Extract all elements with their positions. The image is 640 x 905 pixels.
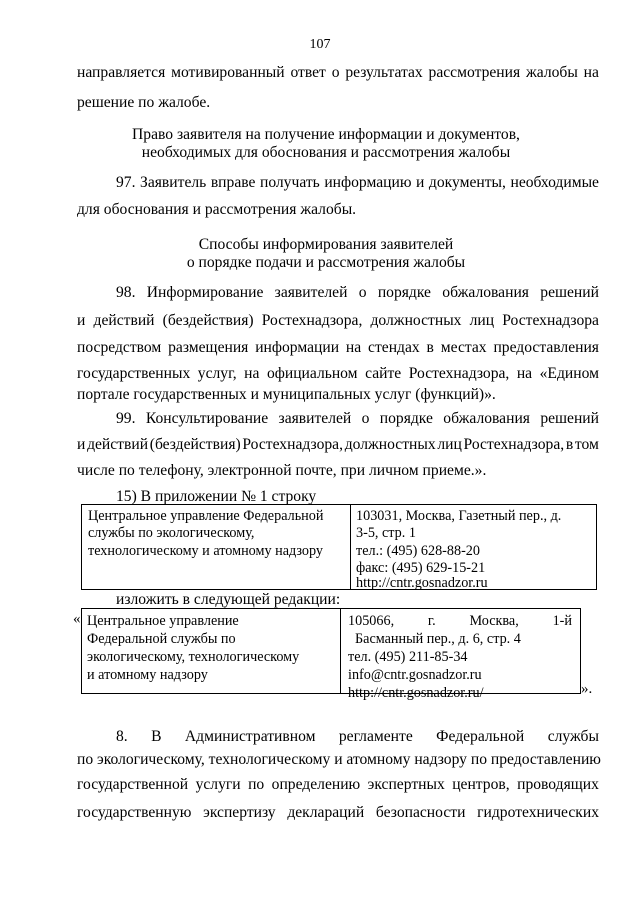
- word: Заявитель: [140, 174, 207, 191]
- word: «Едином: [539, 365, 599, 382]
- word: проводящих: [517, 776, 599, 793]
- word: решений: [540, 284, 599, 301]
- word: в: [426, 339, 434, 356]
- table-cell: Басманный пер., д. 6, стр. 4: [355, 631, 521, 647]
- word: документы,: [428, 174, 506, 191]
- word: порядке: [379, 410, 433, 427]
- table-cell: Федеральной службы по: [87, 631, 236, 647]
- word: жалобы: [525, 64, 578, 81]
- paragraph-line: [77, 364, 599, 384]
- word: заявителей: [274, 284, 348, 301]
- paragraph-line: [77, 435, 599, 455]
- word: 97.: [116, 174, 136, 191]
- word: действий: [93, 312, 155, 329]
- word: и: [77, 312, 86, 329]
- table-cell: info@cntr.gosnadzor.ru: [348, 667, 482, 683]
- paragraph-line: [116, 283, 599, 303]
- word: центров,: [452, 776, 510, 793]
- word: услуги: [195, 776, 241, 793]
- word: стендах: [368, 339, 420, 356]
- table-cell: факс: (495) 629-15-21: [356, 560, 486, 576]
- word: сайте: [365, 365, 402, 382]
- word: рассмотрения: [428, 64, 521, 81]
- word: лиц: [437, 436, 462, 453]
- list-item-15: 15) В приложении № 1 строку: [116, 488, 317, 505]
- word: на: [345, 339, 362, 356]
- word: и: [77, 436, 86, 453]
- table-divider: [340, 608, 341, 694]
- word: направляется: [77, 64, 166, 81]
- table-cell: Центральное управление Федеральной: [88, 508, 324, 524]
- word: заявителей: [278, 410, 352, 427]
- table-cell: Центральное управление: [87, 613, 239, 629]
- word: (бездействия): [162, 312, 254, 329]
- paragraph-line: [116, 409, 599, 429]
- word: службы: [547, 728, 599, 745]
- table-divider: [350, 504, 351, 590]
- word: размещения: [168, 339, 249, 356]
- table-cell: http://cntr.gosnadzor.ru: [356, 575, 488, 591]
- replace-instruction: изложить в следующей редакции:: [116, 591, 341, 608]
- word: мотивированный: [171, 64, 285, 81]
- word: экспертизу: [203, 804, 276, 821]
- paragraph-line: [77, 63, 599, 83]
- word: предоставления: [493, 339, 599, 356]
- word: (бездействия): [149, 436, 241, 453]
- word: на: [244, 365, 260, 382]
- word: 1-й: [552, 613, 572, 629]
- word: на: [516, 365, 533, 382]
- word: Ростехнадзора,: [463, 436, 565, 453]
- paragraph-line: числе по телефону, электронной почте, при личном приеме.».: [77, 462, 487, 479]
- paragraph-line: [116, 727, 599, 747]
- word: местах: [440, 339, 487, 356]
- word: по: [248, 776, 265, 793]
- word: официальном: [266, 365, 358, 382]
- paragraph-line: портале государственных и муниципальных услуг (функций)».: [77, 386, 496, 403]
- word: получать: [259, 174, 320, 191]
- section-heading: Способы информирования заявителей: [198, 236, 454, 253]
- word: г.: [427, 613, 436, 629]
- table-cell: тел.: (495) 628-88-20: [356, 543, 480, 559]
- table-cell: 3-5, стр. 1: [356, 525, 416, 541]
- word: деклараций: [287, 804, 365, 821]
- word: государственной: [77, 776, 189, 793]
- paragraph-line: [116, 173, 599, 193]
- word: решений: [540, 410, 599, 427]
- word: информации: [255, 339, 340, 356]
- word: регламенте: [338, 728, 413, 745]
- word: о: [358, 284, 367, 301]
- word: государственных: [77, 365, 191, 382]
- close-quote: ».: [581, 681, 593, 697]
- word: вправе: [210, 174, 256, 191]
- word: порядке: [377, 284, 431, 301]
- word: и: [416, 174, 425, 191]
- word: В: [151, 728, 162, 745]
- word: обжалования: [443, 410, 530, 427]
- word: Ростехнадзора,: [261, 312, 363, 329]
- word: в: [565, 436, 574, 453]
- word: Информирование: [146, 284, 264, 301]
- word: результатах: [345, 64, 423, 81]
- table-cell: 103031, Москва, Газетный пер., д.: [356, 508, 562, 524]
- word: Административном: [184, 728, 316, 745]
- word: определению: [271, 776, 361, 793]
- table-cell: [348, 612, 572, 630]
- word: 8.: [116, 728, 128, 745]
- word: государственную: [77, 804, 192, 821]
- table-cell: службы по экологическому,: [88, 525, 255, 541]
- paragraph-line: для обоснования и рассмотрения жалобы.: [77, 201, 357, 218]
- word: экспертных: [367, 776, 445, 793]
- word: Ростехнадзора,: [242, 436, 343, 453]
- section-heading: Право заявителя на получение информации и документов,: [132, 126, 520, 143]
- word: ответ: [290, 64, 326, 81]
- word: Консультирование: [145, 410, 269, 427]
- page-number: 107: [309, 37, 331, 52]
- word: обжалования: [442, 284, 529, 301]
- word: Москва,: [469, 613, 519, 629]
- word: действий: [87, 436, 149, 453]
- word: на: [583, 64, 599, 81]
- word: Ростехнадзора: [502, 312, 599, 329]
- table-cell: тел. (495) 211-85-34: [348, 649, 468, 665]
- word: посредством: [77, 339, 162, 356]
- table-cell: и атомному надзору: [87, 667, 208, 683]
- word: должностных: [370, 312, 462, 329]
- section-heading: о порядке подачи и рассмотрения жалобы: [186, 254, 466, 271]
- word: 99.: [116, 410, 136, 427]
- paragraph-line: [77, 803, 599, 823]
- word: 98.: [116, 284, 136, 301]
- paragraph-line: [77, 775, 599, 795]
- paragraph-line: [77, 311, 599, 331]
- table-cell: технологическому и атомному надзору: [88, 543, 323, 559]
- paragraph-line: решение по жалобе.: [77, 94, 211, 111]
- word: информацию: [324, 174, 412, 191]
- word: 105066,: [348, 613, 395, 629]
- word: должностных: [344, 436, 436, 453]
- word: безопасности: [375, 804, 466, 821]
- word: о: [361, 410, 370, 427]
- table-cell: экологическому, технологическому: [87, 649, 300, 665]
- word: Федеральной: [436, 728, 525, 745]
- section-heading: необходимых для обоснования и рассмотрения жалобы: [141, 144, 511, 161]
- paragraph-line: по экологическому, технологическому и атомному надзору по предоставлению: [77, 751, 601, 768]
- word: необходимые: [510, 174, 599, 191]
- word: гидротехнических: [477, 804, 599, 821]
- open-quote: «: [73, 611, 81, 627]
- word: лиц: [469, 312, 495, 329]
- word: о: [331, 64, 340, 81]
- word: услуг,: [197, 365, 237, 382]
- word: Ростехнадзора,: [408, 365, 510, 382]
- paragraph-line: [77, 338, 599, 358]
- table-cell: http://cntr.gosnadzor.ru/: [348, 685, 484, 701]
- word: том: [574, 436, 599, 453]
